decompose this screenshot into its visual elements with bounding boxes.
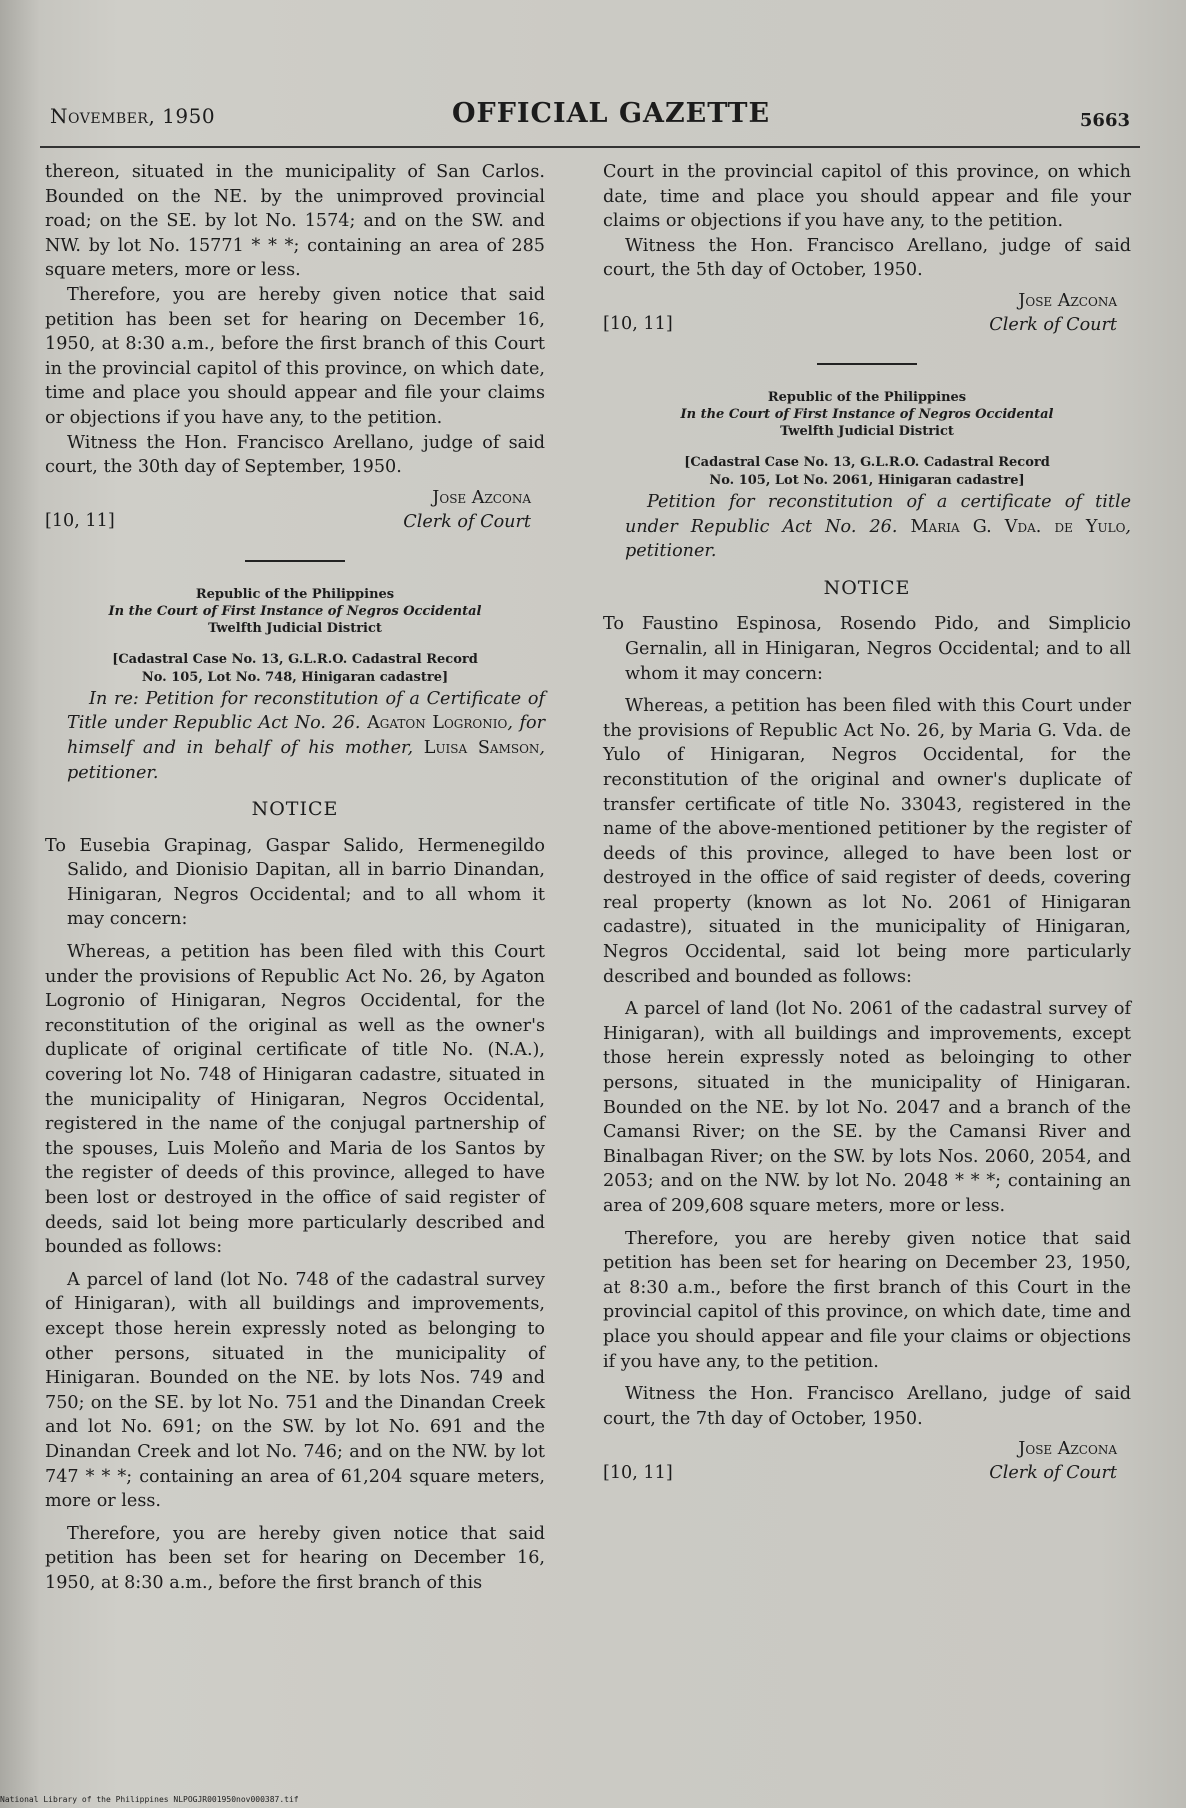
petition-middle: , for himself and in behalf of his mother, xyxy=(67,713,546,758)
left-column xyxy=(45,160,545,1596)
header-rule xyxy=(40,146,1140,148)
whereas-paragraph: Whereas, a petition has been filed with this Court under the provisions of Republic Act No. 26, by Maria G. Vda. de Yulo of Hinigaran, Negros Occidental, for the reconstitution of the original and owner's duplicate of transfer certificate of title No. 33043, registered in the name of the above-mentioned petitioner by the register of deeds of this province, alleged to have been lost or destroyed in the office of said register of deeds, covering real property (known as lot No. 2061 of Hinigaran cadastre), situated in the municipality of Hinigaran, Negros Occidental, said lot being more particularly described and bounded as follows: xyxy=(603,696,1131,987)
signatory-title: Clerk of Court xyxy=(403,511,531,532)
court-heading xyxy=(603,389,1131,440)
signatory-name: Jose Azcona xyxy=(432,487,531,508)
addressees-paragraph: To Faustino Espinosa, Rosendo Pido, and Simplicio Gernalin, all in Hinigaran, Negros Occidental; and to all whom it may concern: xyxy=(603,614,1131,684)
witness-paragraph: Witness the Hon. Francisco Arellano, judge of said court, the 5th day of October, 1950. xyxy=(603,235,1131,281)
parcel-paragraph: A parcel of land (lot No. 748 of the cadastral survey of Hinigaran), with all buildings and improvements, except those herein expressly noted as belonging to other persons, situated in the municipality of Hinigaran. Bounded on the NE. by lots Nos. 749 and 750; on the SE. by lot No. 751 and the Dinandan Creek and lot No. 691; on the SW. by lot No. 691 and the Dinandan Creek and lot No. 746; and on the NW. by lot 747 * * *; containing an area of 61,204 square meters, more or less. xyxy=(45,1269,545,1512)
witness-paragraph: Witness the Hon. Francisco Arellano, judge of said court, the 30th day of September, 1950. xyxy=(45,432,545,478)
continued-paragraph: Court in the provincial capitol of this province, on which date, time and place you should appear and file your claims or objections if you have any, to the petition. xyxy=(603,162,1131,232)
page-number: 5663 xyxy=(1079,110,1130,131)
heading-republic: Republic of the Philippines xyxy=(767,389,967,405)
parcel-paragraph: A parcel of land (lot No. 2061 of the cadastral survey of Hinigaran), with all buildings and improvements, except those herein expressly noted as beloinging to other persons, situated in the municipality of Hinigaran. Bounded on the NE. by lot No. 2047 and a branch of the Camansi River; on the SE. by the Camansi River and Binalbagan River; on the SW. by lots Nos. 2060, 2054, and 2053; and on the NW. by lot No. 2048 * * *; containing an area of 209,608 square meters, more or less. xyxy=(603,999,1131,1216)
issue-ref: [10, 11] xyxy=(603,314,673,335)
signature-block-2 xyxy=(603,1437,1131,1489)
issue-ref: [10, 11] xyxy=(603,1462,673,1483)
therefore-paragraph-2: Therefore, you are hereby given notice that said petition has been set for hearing on December 16, 1950, at 8:30 a.m., before the first branch of this xyxy=(45,1523,545,1593)
heading-district: Twelfth Judicial District xyxy=(208,620,382,636)
witness-paragraph-2: Witness the Hon. Francisco Arellano, judge of said court, the 7th day of October, 1950. xyxy=(603,1384,1131,1429)
court-heading xyxy=(45,586,545,637)
signatory-title: Clerk of Court xyxy=(989,314,1117,335)
therefore-paragraph: Therefore, you are hereby given notice that said petition has been set for hearing on December 23, 1950, at 8:30 a.m., before the first branch of this Court in the provincial capitol of this province, on which date, time and place you should appear and file your claims or objections if you have any, to the petition. xyxy=(603,1228,1131,1372)
case-line-1: [Cadastral Case No. 13, G.L.R.O. Cadastral Record xyxy=(112,651,478,667)
heading-republic: Republic of the Philippines xyxy=(195,586,395,602)
case-reference xyxy=(45,651,545,687)
petition-text: In re: Petition for reconstitution of a Certificate of Title under Republic Act No. 26. xyxy=(67,688,545,734)
continued-paragraph: thereon, situated in the municipality of San Carlos. Bounded on the NE. by the unimproved provincial road; on the SE. by lot No. 1574; and on the SW. and NW. by lot No. 15771 * * *; containing an area of 285 square meters, more or less. xyxy=(45,162,545,281)
petition-text: Petition for reconstitution of a certificate of title under Republic Act No. 26. xyxy=(625,491,1131,537)
publication-title: OFFICIAL GAZETTE xyxy=(452,98,771,129)
petition-caption xyxy=(603,490,1131,564)
notice-title: NOTICE xyxy=(823,576,911,599)
scan-footer: National Library of the Philippines NLPOGJR001950nov000387.tif xyxy=(0,1795,299,1804)
case-reference xyxy=(603,454,1131,490)
petitioner-name: Maria G. Vda. de Yulo xyxy=(910,516,1126,537)
issue-ref: [10, 11] xyxy=(45,511,115,532)
signatory-name: Jose Azcona xyxy=(1018,1439,1117,1460)
issue-date: November, 1950 xyxy=(50,104,216,128)
petition-end: , petitioner. xyxy=(67,737,546,783)
whereas-paragraph: Whereas, a petition has been filed with this Court under the provisions of Republic Act No. 26, by Agaton Logronio of Hinigaran, Negros Occidental, for the reconstitution of the original as well as the owner's duplicate of original certificate of title No. (N.A.), covering lot No. 748 of Hinigaran cadastre, situated in the municipality of Hinigaran, Negros Occidental, registered in the name of the conjugal partnership of the spouses, Luis Moleño and Maria de los Santos by the register of deeds of this province, alleged to have been lost or destroyed in the office of said register of deeds, said lot being more particularly described and bounded as follows: xyxy=(45,942,545,1258)
signatory-name: Jose Azcona xyxy=(1018,290,1117,311)
petitioner-name-2: Luisa Samson xyxy=(423,737,540,758)
heading-court: In the Court of First Instance of Negros Occidental xyxy=(680,406,1054,422)
case-line-2: No. 105, Lot No. 748, Hinigaran cadastre] xyxy=(141,669,449,685)
section-divider xyxy=(817,363,917,365)
signature-block xyxy=(603,289,1131,341)
petition-caption xyxy=(45,687,545,785)
case-line-1: [Cadastral Case No. 13, G.L.R.O. Cadastral Record xyxy=(684,454,1050,470)
case-line-2: No. 105, Lot No. 2061, Hinigaran cadastre] xyxy=(709,472,1025,488)
heading-district: Twelfth Judicial District xyxy=(780,423,954,439)
notice-title: NOTICE xyxy=(251,798,339,821)
section-divider xyxy=(245,560,345,562)
signature-block xyxy=(45,486,545,538)
running-head xyxy=(42,98,1142,138)
right-column xyxy=(603,160,1131,1489)
petitioner-name: Agaton Logronio xyxy=(367,713,508,734)
petition-end: , petitioner. xyxy=(625,516,1132,562)
heading-court: In the Court of First Instance of Negros Occidental xyxy=(108,603,482,619)
signatory-title: Clerk of Court xyxy=(989,1463,1117,1484)
therefore-paragraph: Therefore, you are hereby given notice that said petition has been set for hearing on December 16, 1950, at 8:30 a.m., before the first branch of this Court in the provincial capitol of this province, on which date, time and place you should appear and file your claims or objections if you have any, to the petition. xyxy=(45,284,545,428)
addressees-paragraph: To Eusebia Grapinag, Gaspar Salido, Hermenegildo Salido, and Dionisio Dapitan, all in barrio Dinandan, Hinigaran, Negros Occidental; and to all whom it may concern: xyxy=(45,835,545,930)
